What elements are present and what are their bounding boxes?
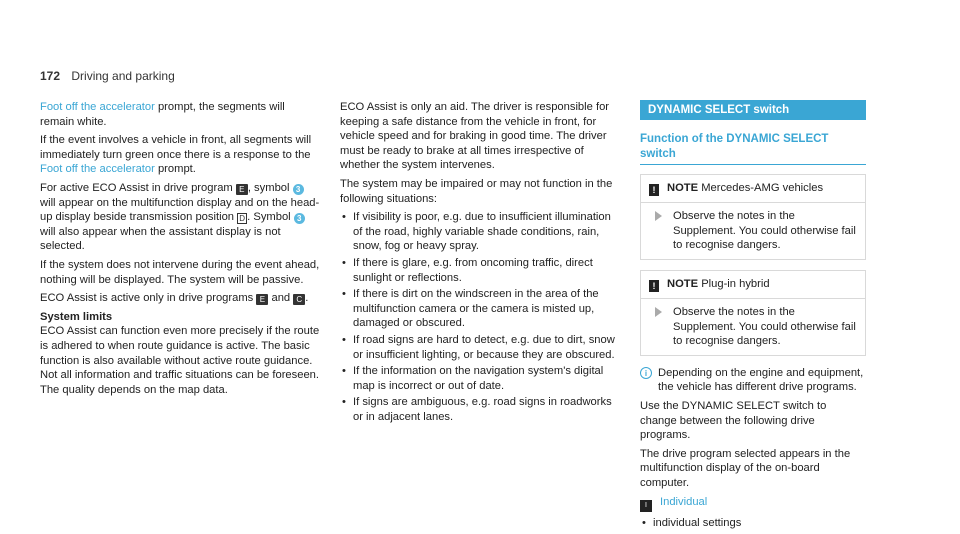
column-middle bbox=[340, 100, 622, 428]
list-item: • If the information on the navigation system's digital map is incorrect or out of date. bbox=[340, 364, 622, 393]
paragraph: If the event involves a vehicle in front, all segments will immediately turn green once there is a response to the Foot off the accelerator prompt. bbox=[40, 134, 312, 176]
list-item: • If road signs are hard to detect, e.g. due to dirt, snow or insufficient lighting, or because they are obscured. bbox=[340, 333, 622, 362]
page-header bbox=[40, 69, 175, 83]
paragraph: Use the DYNAMIC SELECT switch to change between the following drive programs. bbox=[640, 399, 827, 442]
chapter-title: Driving and parking bbox=[71, 69, 175, 83]
list-item: • If there is glare, e.g. from oncoming traffic, direct sunlight or reflections. bbox=[340, 256, 622, 285]
paragraph: The drive program selected appears in the multifunction display of the on-board computer. bbox=[640, 447, 851, 489]
individual-program-icon: I bbox=[640, 500, 652, 512]
limitations-list bbox=[340, 210, 622, 424]
paragraph: ECO Assist can function even more precisely if the route is adhered to when route guidance is active. The basic function is also available without active route guidance. Not all information and traffic situations can be foreseen. The quality depends on the map data. bbox=[40, 325, 320, 396]
note-body: Observe the notes in the Supplement. You could otherwise fail to recognise dangers. bbox=[641, 203, 865, 259]
column-right bbox=[640, 100, 866, 534]
drive-program-c-icon: C bbox=[293, 294, 305, 305]
foot-off-accelerator-link[interactable]: Foot off the accelerator bbox=[40, 163, 155, 176]
drive-program-e-icon: E bbox=[256, 294, 268, 305]
note-body: Observe the notes in the Supplement. You could otherwise fail to recognise dangers. bbox=[641, 299, 865, 355]
list-item: • If visibility is poor, e.g. due to insufficient illumination of the road, highly variable shade conditions, rain, snow, fog or heavy spray. bbox=[340, 210, 622, 254]
symbol-3-icon: 3 bbox=[294, 213, 305, 224]
info-icon: i bbox=[640, 367, 652, 379]
symbol-3-icon: 3 bbox=[293, 184, 304, 195]
note-header bbox=[641, 175, 865, 203]
page-number: 172 bbox=[40, 69, 61, 83]
note-box-hybrid bbox=[640, 270, 866, 356]
paragraph: Foot off the accelerator prompt, the segments will remain white. bbox=[40, 101, 285, 128]
list-item: • If there is dirt on the windscreen in the area of the multifunction camera or the camera is misted up, damaged or obscured. bbox=[340, 287, 622, 331]
note-header bbox=[641, 271, 865, 299]
individual-link[interactable]: Individual bbox=[660, 495, 708, 508]
individual-program bbox=[640, 495, 866, 512]
transmission-d-icon: D bbox=[237, 213, 247, 224]
warning-icon: ! bbox=[649, 280, 659, 292]
paragraph: For active ECO Assist in drive program E , symbol 3 will appear on the multifunction display and on the head-up display beside transmission position D . Symbol 3 will also appear when the assistant display is not selected. bbox=[40, 181, 320, 253]
note-box-amg bbox=[640, 174, 866, 260]
subsection-title: Function of the DYNAMIC SELECT switch bbox=[640, 132, 866, 165]
paragraph: The system may be impaired or may not function in the following situations: bbox=[340, 177, 613, 205]
paragraph: If the system does not intervene during the event ahead, nothing will be displayed. The system will be passive. bbox=[40, 258, 320, 286]
drive-program-e-icon: E bbox=[236, 184, 248, 195]
column-left bbox=[40, 100, 322, 401]
foot-off-accelerator-link[interactable]: Foot off the accelerator bbox=[40, 101, 155, 113]
warning-icon: ! bbox=[649, 184, 659, 196]
paragraph: ECO Assist is active only in drive programs E and C . bbox=[40, 292, 309, 305]
section-title: DYNAMIC SELECT switch bbox=[640, 100, 866, 120]
triangle-bullet-icon bbox=[655, 307, 662, 317]
note-title: Plug-in hybrid bbox=[701, 277, 770, 290]
paragraph: ECO Assist is only an aid. The driver is responsible for keeping a safe distance from the vehicle in front, for vehicle speed and for braking in good time. The driver must be ready to brake at all times irrespective of whether the system intervenes. bbox=[340, 101, 610, 172]
triangle-bullet-icon bbox=[655, 211, 662, 221]
note-label: NOTE bbox=[667, 182, 699, 195]
list-item: • individual settings bbox=[640, 516, 866, 531]
system-limits-heading: System limits bbox=[40, 310, 113, 323]
individual-list bbox=[640, 516, 866, 531]
list-item: • If signs are ambiguous, e.g. road signs in roadworks or in adjacent lanes. bbox=[340, 395, 622, 424]
note-label: NOTE bbox=[667, 277, 699, 290]
note-title: Mercedes-AMG vehicles bbox=[701, 182, 824, 195]
info-paragraph: i Depending on the engine and equipment, the vehicle has different drive programs. bbox=[640, 366, 866, 395]
